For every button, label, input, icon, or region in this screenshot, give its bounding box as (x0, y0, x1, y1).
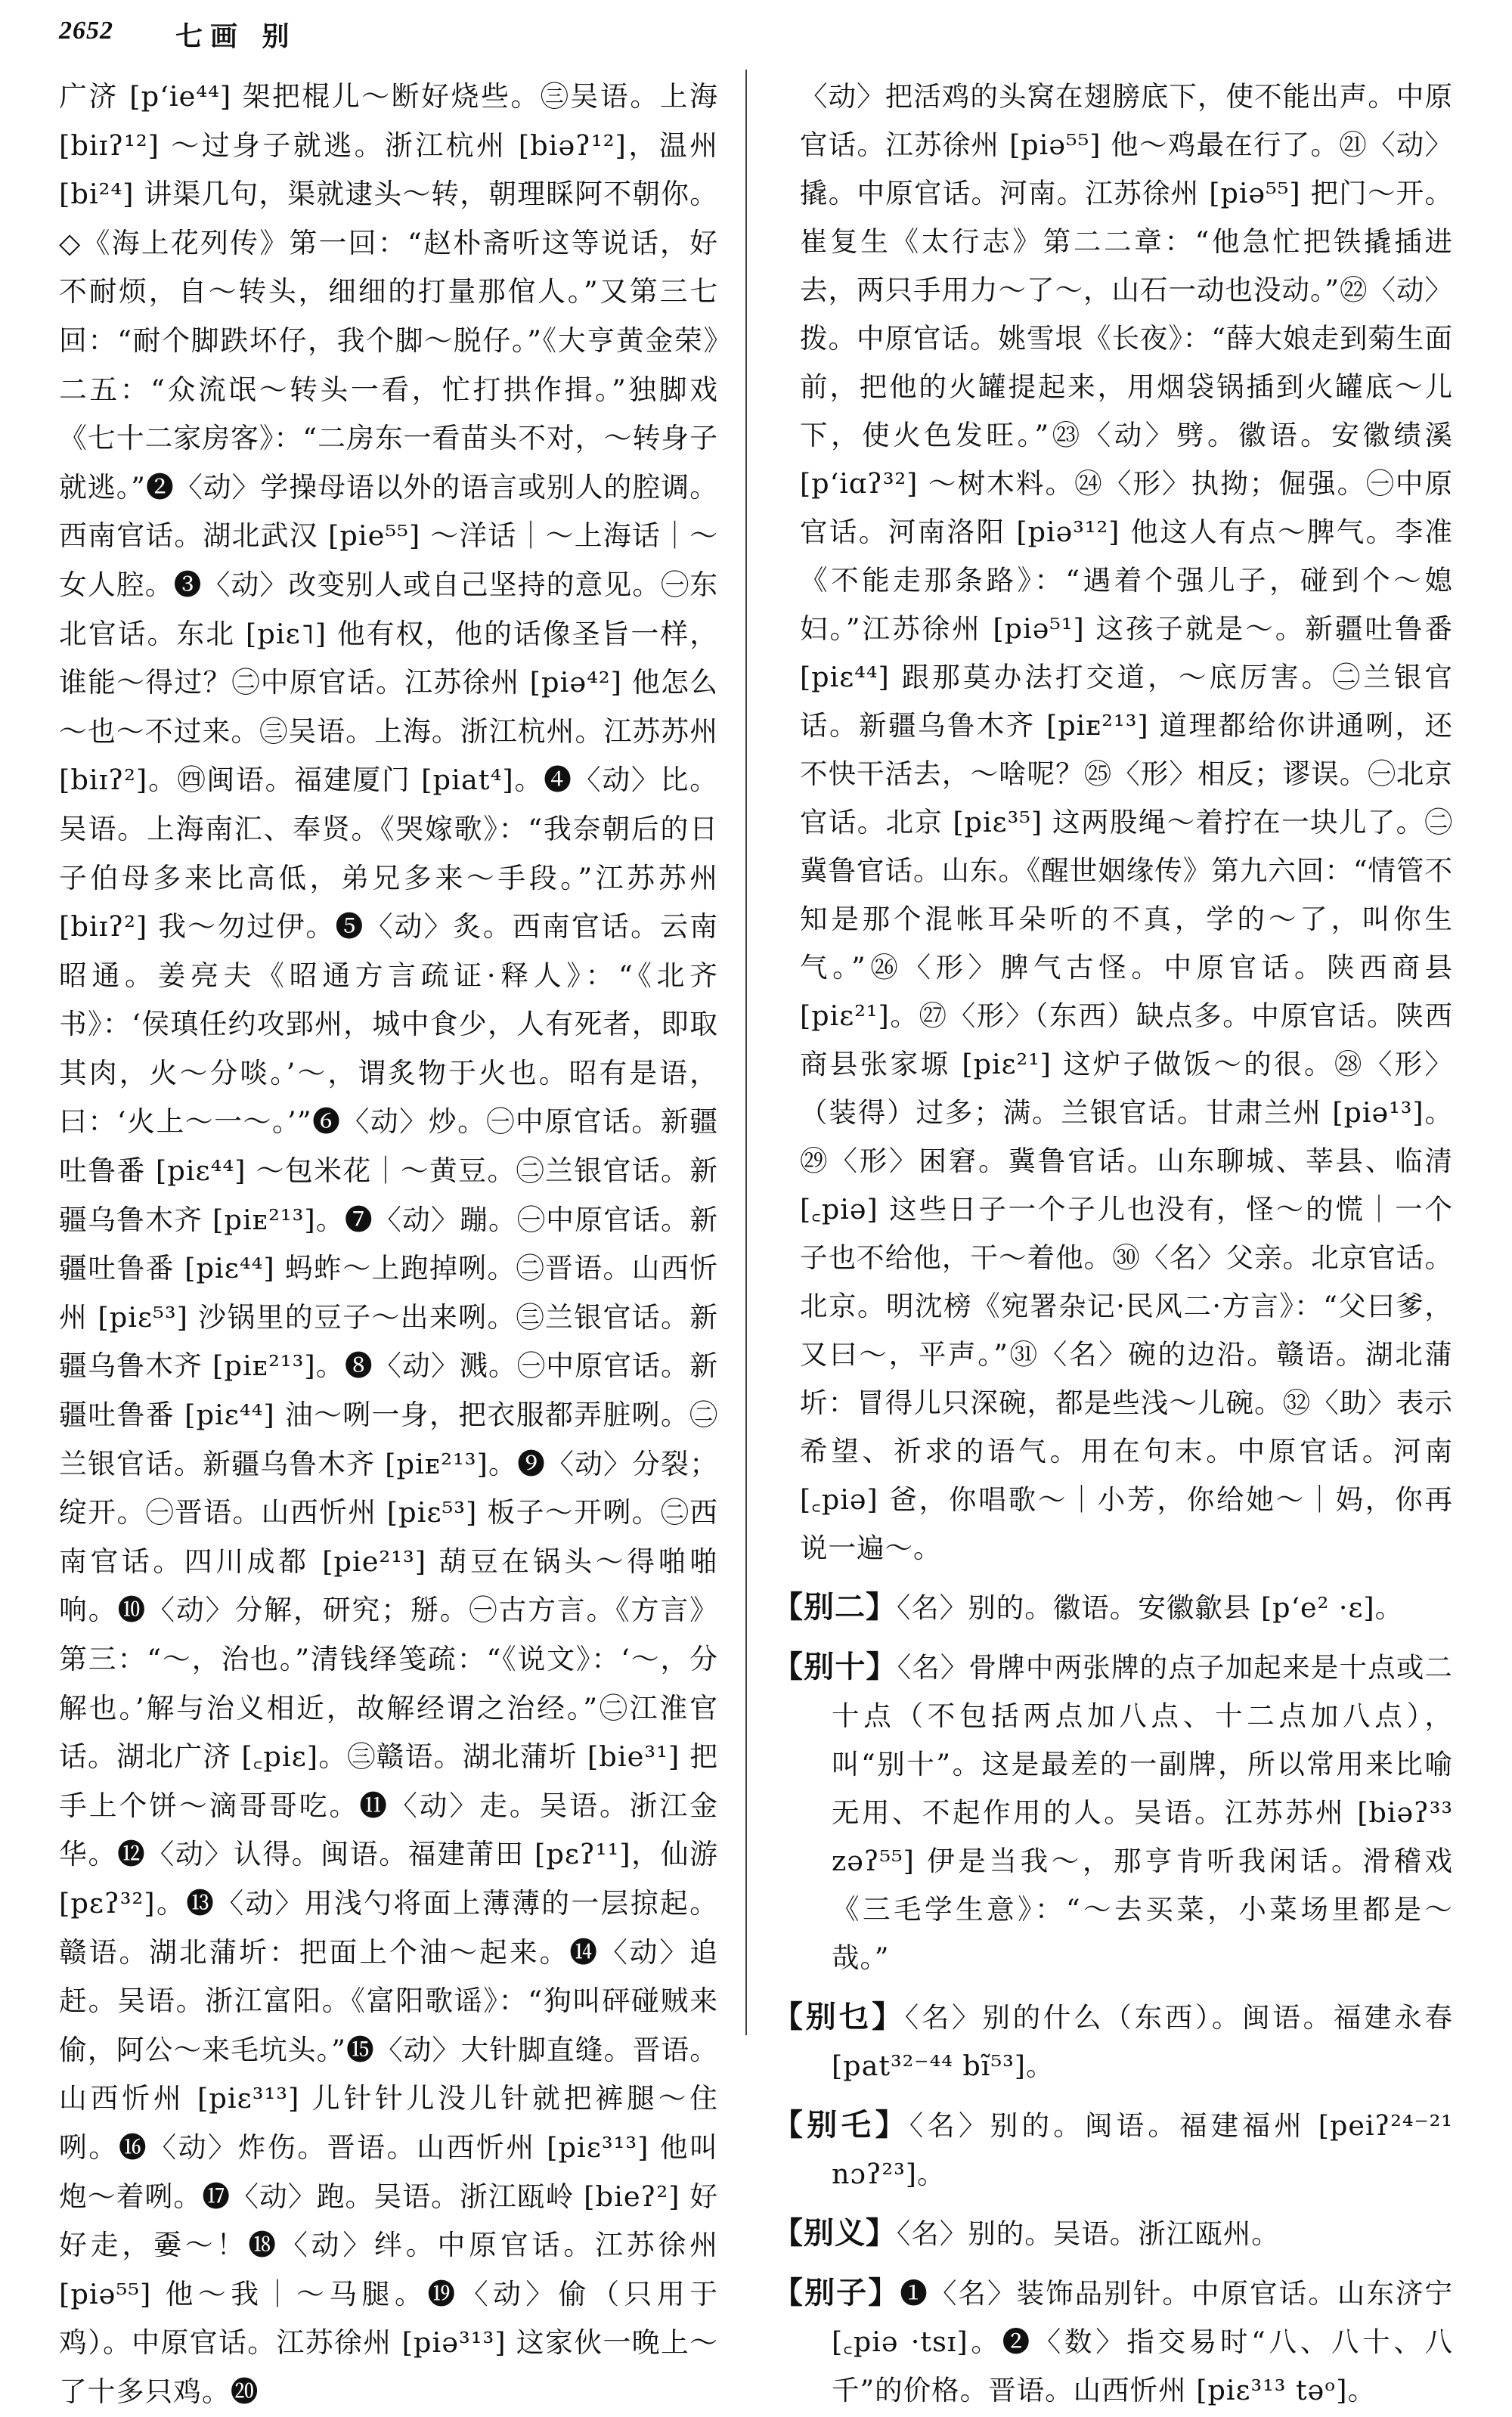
entry-headword: 【别乜】 (773, 1999, 905, 2034)
page-header (0, 0, 1512, 60)
entry-headword: 【别义】 (773, 2215, 897, 2251)
left-column-text: 广济 [pʻie⁴⁴] 架把棍儿～断好烧些。㊂吴语。上海 [biɪʔ¹²] ～过身子就逃。浙江杭州 [biəʔ¹²]，温州 [bi²⁴] 讲渠几句，渠就逮头～转，朝理睬阿不朝你。◇《海上花列传》第一回：“赵朴斋听这等说话，好不耐烦，自～转头，细细的打量那倌人。”又第三七回：“耐个脚跌坏仔，我个脚～脱仔。”《大亨黄金荣》二五：“众流氓～转头一看，忙打拱作揖。”独脚戏《七十二家房客》：“二房东一看苗头不对，～转身子就逃。”❷〈动〉学操母语以外的语言或别人的腔调。西南官话。湖北武汉 [pie⁵⁵] ～洋话｜～上海话｜～女人腔。❸〈动〉改变别人或自己坚持的意见。㊀东北官话。东北 [piɛ˥] 他有权，他的话像圣旨一样，谁能～得过？㊁中原官话。江苏徐州 [piə⁴²] 他怎么～也～不过来。㊂吴语。上海。浙江杭州。江苏苏州 [biɪʔ²]。㊃闽语。福建厦门 [piat⁴]。❹〈动〉比。吴语。上海南汇、奉贤。《哭嫁歌》：“我奈朝后的日子伯母多来比高低，弟兄多来～手段。”江苏苏州 [biɪʔ²] 我～勿过伊。❺〈动〉炙。西南官话。云南昭通。姜亮夫《昭通方言疏证·释人》：“《北齐书》：‘侯瑱任约攻郢州，城中食少，人有死者，即取其肉，火～分啖。’～，谓炙物于火也。昭有是语，曰：‘火上～一～。’”❻〈动〉炒。㊀中原官话。新疆吐鲁番 [piɛ⁴⁴] ～包米花｜～黄豆。㊁兰银官话。新疆乌鲁木齐 [piᴇ²¹³]。❼〈动〉蹦。㊀中原官话。新疆吐鲁番 [piɛ⁴⁴] 蚂蚱～上跑掉咧。㊁晋语。山西忻州 [piɛ⁵³] 沙锅里的豆子～出来咧。㊂兰银官话。新疆乌鲁木齐 [piᴇ²¹³]。❽〈动〉溅。㊀中原官话。新疆吐鲁番 [piɛ⁴⁴] 油～咧一身，把衣服都弄脏咧。㊁兰银官话。新疆乌鲁木齐 [piᴇ²¹³]。❾〈动〉分裂；绽开。㊀晋语。山西忻州 [piɛ⁵³] 板子～开咧。㊁西南官话。四川成都 [pie²¹³] 葫豆在锅头～得啪啪响。❿〈动〉分解，研究；掰。㊀古方言。《方言》第三：“～，治也。”清钱绎笺疏：“《说文》：‘～，分解也。’解与治义相近，故解经谓之治经。”㊁江淮官话。湖北广济 [꜀piɛ]。㊂赣语。湖北蒲圻 [bie³¹] 把手上个饼～滴哥哥吃。⓫〈动〉走。吴语。浙江金华。⓬〈动〉认得。闽语。福建莆田 [pɛʔ¹¹]，仙游 [pɛʔ³²]。⓭〈动〉用浅勺将面上薄薄的一层掠起。赣语。湖北蒲圻：把面上个油～起来。⓮〈动〉追赶。吴语。浙江富阳。《富阳歌谣》：“狗叫砰碰贼来偷，阿公～来毛坑头。”⓯〈动〉大针脚直缝。晋语。山西忻州 [piɛ³¹³] 儿针针儿没儿针就把裤腿～住咧。⓰〈动〉炸伤。晋语。山西忻州 [piɛ³¹³] 他叫炮～着咧。⓱〈动〉跑。吴语。浙江瓯岭 [bieʔ²] 好好走，嫑～！⓲〈动〉绊。中原官话。江苏徐州 [piə⁵⁵] 他～我｜～马腿。⓳〈动〉偷（只用于鸡）。中原官话。江苏徐州 [piə³¹³] 这家伙一晚上～了十多只鸡。⓴ (59, 80, 718, 2408)
entry-headword: 【别二】 (773, 1589, 897, 1625)
entry-bie-shi (773, 1643, 1453, 1982)
entry-body: 〈名〉别的什么（东西）。闽语。福建永春 [pat³²⁻⁴⁴ bĩ⁵³]。 (832, 2001, 1454, 2082)
page-number: 2652 (59, 17, 113, 45)
entry-headword: 【别乇】 (773, 2107, 909, 2143)
entry-body: 〈名〉骨牌中两张牌的点子加起来是十点或二十点（不包括两点加八点、十二点加八点），叫“别十”。这是最差的一副牌，所以常用来比喻无用、不起作用的人。吴语。江苏苏州 [biəʔ³³ zəʔ⁵⁵] 伊是当我～，那亨肯听我闲话。滑稽戏《三毛学生意》：“～去买菜，小菜场里都是～哉。” (832, 1651, 1454, 1974)
entry-bie-mie (773, 1993, 1453, 2090)
left-column (59, 73, 718, 2408)
entry-bie-tuo (773, 2101, 1453, 2199)
entry-bie-er (773, 1583, 1453, 1632)
right-column (773, 73, 1454, 2406)
entry-bie-yi (773, 2209, 1453, 2258)
entry-body: 〈名〉别的。徽语。安徽歙县 [pʻe² ·ɛ]。 (897, 1591, 1404, 1624)
entry-bie-zi (773, 2269, 1453, 2415)
entry-body: 〈名〉别的。闽语。福建福州 [peiʔ²⁴⁻²¹ nɔʔ²³]。 (832, 2109, 1453, 2190)
entry-body: 〈名〉别的。吴语。浙江瓯州。 (897, 2217, 1280, 2250)
continuation-text: 〈动〉把活鸡的头窝在翅膀底下，使不能出声。中原官话。江苏徐州 [piə⁵⁵] 他～鸡最在行了。㉑〈动〉撬。中原官话。河南。江苏徐州 [piə⁵⁵] 把门～开。崔复生《太行志》第二二章：“他急忙把铁撬插进去，两只手用力～了～，山石一动也没动。”㉒〈动〉拨。中原官话。姚雪垠《长夜》：“薛大娘走到菊生面前，把他的火罐提起来，用烟袋锅插到火罐底～儿下，使火色发旺。”㉓〈动〉劈。徽语。安徽绩溪 [pʻiɑʔ³²] ～树木料。㉔〈形〉执拗；倔强。㊀中原官话。河南洛阳 [piə³¹²] 他这人有点～脾气。李准《不能走那条路》：“遇着个强儿子，碰到个～媳妇。”江苏徐州 [piə⁵¹] 这孩子就是～。新疆吐鲁番 [piɛ⁴⁴] 跟那莫办法打交道，～底厉害。㊁兰银官话。新疆乌鲁木齐 [piᴇ²¹³] 道理都给你讲通咧，还不快干活去，～啥呢？㉕〈形〉相反；谬误。㊀北京官话。北京 [piɛ³⁵] 这两股绳～着拧在一块儿了。㊁冀鲁官话。山东。《醒世姻缘传》第九六回：“情管不知是那个混帐耳朵听的不真，学的～了，叫你生气。”㉖〈形〉脾气古怪。中原官话。陕西商县 [piɛ²¹]。㉗〈形〉（东西）缺点多。中原官话。陕西商县张家塬 [piɛ²¹] 这炉子做饭～的很。㉘〈形〉（装得）过多；满。兰银官话。甘肃兰州 [piə¹³]。㉙〈形〉困窘。冀鲁官话。山东聊城、莘县、临清 [꜀piə] 这些日子一个子儿也没有，怪～的慌｜一个子也不给他，干～着他。㉚〈名〉父亲。北京官话。北京。明沈榜《宛署杂记·民风二·方言》：“父曰爹，又曰～，平声。”㉛〈名〉碗的边沿。赣语。湖北蒲圻：冒得儿只深碗，都是些浅～儿碗。㉜〈助〉表示希望、祈求的语气。用在句末。中原官话。河南 [꜀piə] 爸，你唱歌～｜小芳，你给她～｜妈，你再说一遍～。 (800, 80, 1453, 1564)
column-divider (745, 70, 747, 2035)
entry-headword: 【别子】 (773, 2275, 900, 2310)
entry-headword: 【别十】 (773, 1649, 897, 1684)
section-title: 七画 别 (175, 20, 297, 52)
entry-body: ❶〈名〉装饰品别针。中原官话。山东济宁 [꜀piə ·tsɪ]。❷〈数〉指交易时“八、八十、八千”的价格。晋语。山西忻州 [piɛ³¹³ təᵒ]。 (832, 2277, 1454, 2406)
